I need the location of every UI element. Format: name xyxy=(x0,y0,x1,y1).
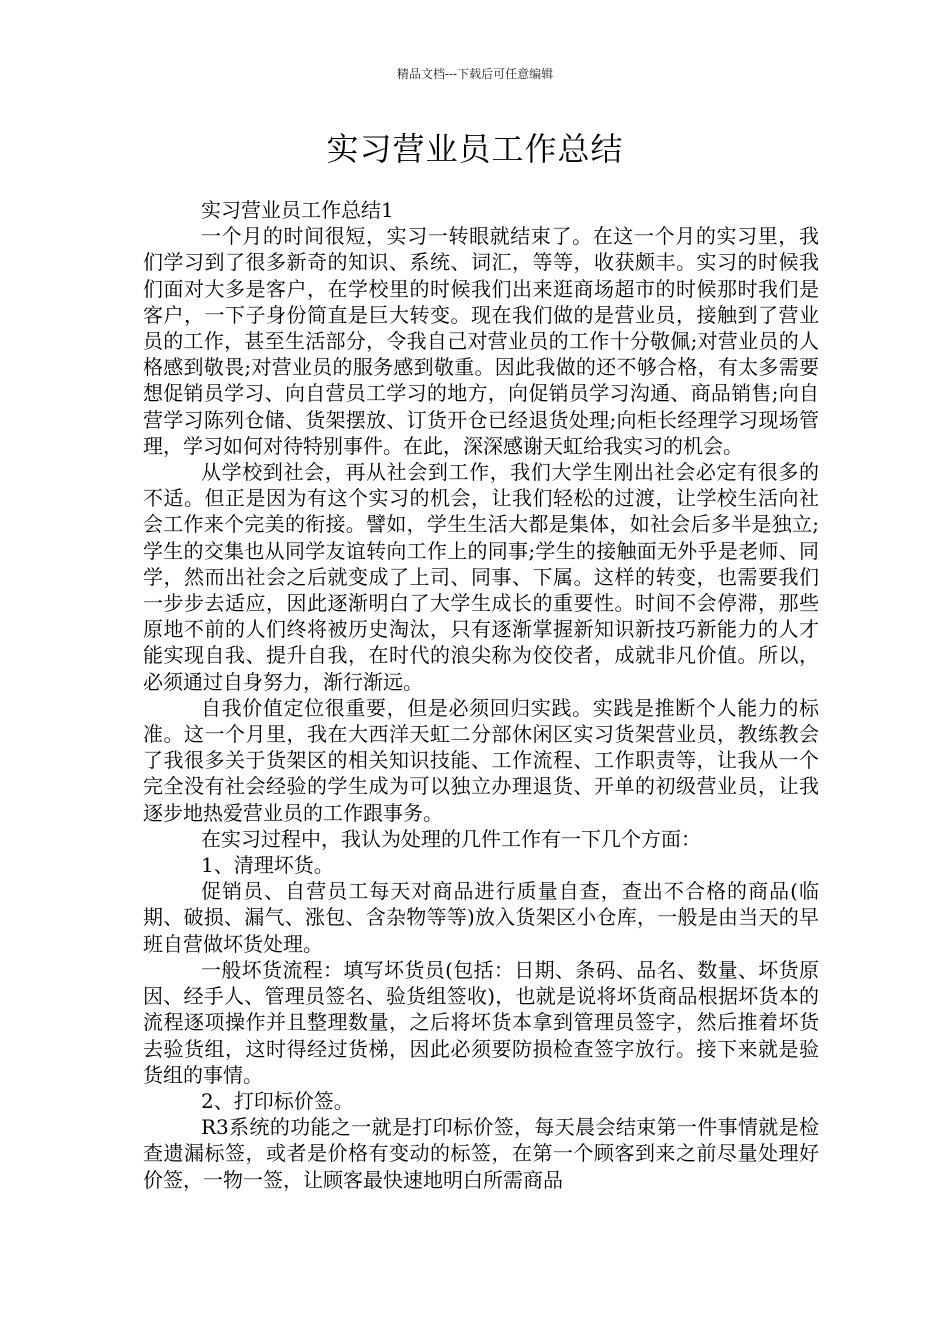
document-body xyxy=(143,197,819,1193)
header-note: 精品文档---下载后可任意编辑 xyxy=(396,67,554,81)
section-heading: 实习营业员工作总结1 xyxy=(201,198,394,222)
list-heading: 1、清理坏货。 xyxy=(201,853,334,878)
body-paragraph: 一般坏货流程：填写坏货员(包括：日期、条码、品名、数量、坏货原因、经手人、管理员签名、验货组签收)，也就是说将坏货商品根据坏货本的流程逐项操作并且整理数量，之后将坏货本拿到管理员签字，然后推着坏货去验货组，这时得经过货梯，因此必须要防损检查签字放行。接下来就是验货组的事情。 xyxy=(143,957,819,1087)
document-title: 实习营业员工作总结 xyxy=(326,130,624,168)
body-paragraph: 自我价值定位很重要，但是必须回归实践。实践是推断个人能力的标准。这一个月里，我在大西洋天虹二分部休闲区实习货架营业员，教练教会了我很多关于货架区的相关知识技能、工作流程、工作职责等，让我从一个完全没有社会经验的学生成为可以独立办理退货、开单的初级营业员，让我逐步地热爱营业员的工作跟事务。 xyxy=(143,695,819,825)
body-paragraph: 在实习过程中，我认为处理的几件工作有一下几个方面： xyxy=(201,826,701,851)
body-paragraph: 一个月的时间很短，实习一转眼就结束了。在这一个月的实习里，我们学习到了很多新奇的知识、系统、词汇，等等，收获颇丰。实习的时候我们面对大多是客户，在学校里的时候我们出来逛商场超市的时候那时我们是客户，一下子身份简直是巨大转变。现在我们做的是营业员，接触到了营业员的工作，甚至生活部分，令我自己对营业员的工作十分敬佩;对营业员的人格感到敬畏;对营业员的服务感到敬重。因此我做的还不够合格，有太多需要想促销员学习、向自营员工学习的地方，向促销员学习沟通、商品销售;向自营学习陈列仓储、货架摆放、订货开仓已经退货处理;向柜长经理学习现场管理，学习如何对待特别事件。在此，深深感谢天虹给我实习的机会。 xyxy=(143,224,819,458)
body-paragraph: 从学校到社会，再从社会到工作，我们大学生刚出社会必定有很多的不适。但正是因为有这个实习的机会，让我们轻松的过渡，让学校生活向社会工作来个完美的衔接。譬如，学生生活大都是集体，如社会后多半是独立;学生的交集也从同学友谊转向工作上的同事;学生的接触面无外乎是老师、同学，然而出社会之后就变成了上司、同事、下属。这样的转变，也需要我们一步步去适应，因此逐渐明白了大学生成长的重要性。时间不会停滞，那些原地不前的人们终将被历史淘汰，只有逐渐掌握新知识新技巧新能力的人才能实现自我、提升自我，在时代的浪尖称为佼佼者，成就非凡价值。所以，必须通过自身努力，渐行渐远。 xyxy=(143,460,819,694)
list-heading: 2、打印标价签。 xyxy=(201,1088,354,1113)
body-paragraph: R3系统的功能之一就是打印标价签，每天晨会结束第一件事情就是检查遗漏标签，或者是价格有变动的标签，在第一个顾客到来之前尽量处理好价签，一物一签，让顾客最快速地明白所需商品 xyxy=(143,1115,819,1192)
body-paragraph: 促销员、自营员工每天对商品进行质量自查，查出不合格的商品(临期、破损、漏气、涨包、含杂物等等)放入货架区小仓库，一般是由当天的早班自营做坏货处理。 xyxy=(143,879,819,956)
